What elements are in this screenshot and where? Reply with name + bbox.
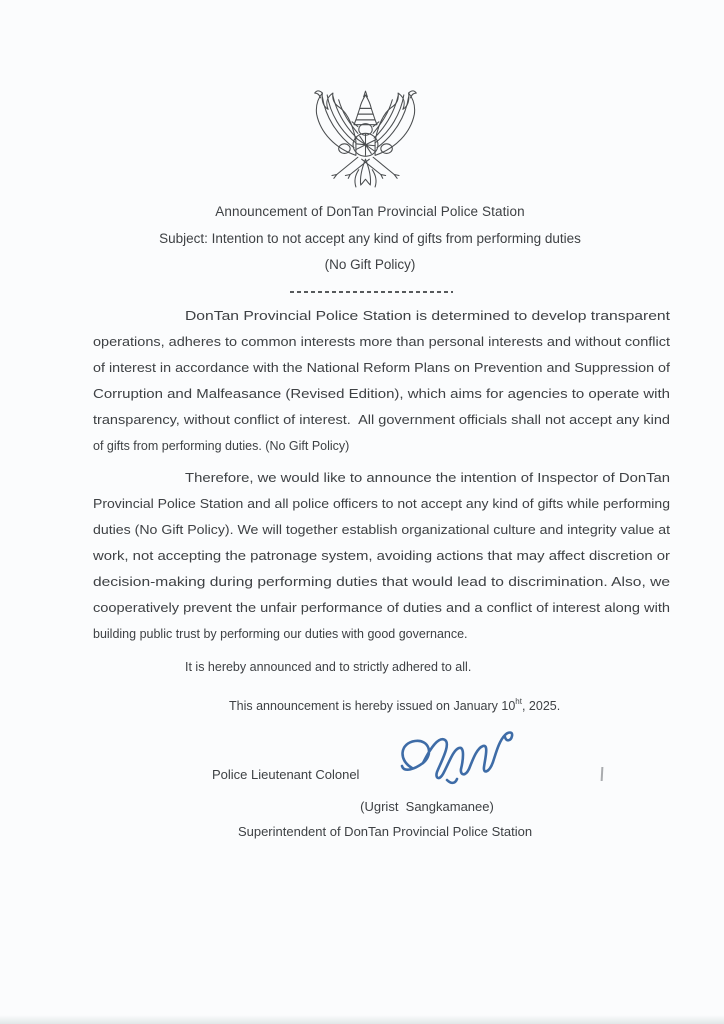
signer-name: (Ugrist Sangkamanee) bbox=[360, 799, 494, 814]
body-text-line: operations, adheres to common interests more than personal interests and without conflict bbox=[93, 335, 670, 349]
body-text-line: of interest in accordance with the National Reform Plans on Prevention and Suppression of bbox=[93, 361, 670, 375]
dashed-separator bbox=[290, 291, 453, 293]
issued-date-prefix: This announcement is hereby issued on January 10 bbox=[229, 699, 516, 714]
body-text-line: DonTan Provincial Police Station is determined to develop transparent bbox=[185, 309, 670, 323]
body-text-line: cooperatively prevent the unfair performance of duties and a conflict of interest along with bbox=[93, 601, 670, 615]
signature-ink-icon bbox=[380, 726, 525, 801]
closing-statement: It is hereby announced and to strictly adhered to all. bbox=[185, 660, 472, 674]
body-paragraph-2 bbox=[93, 465, 670, 647]
body-text-line: Therefore, we would like to announce the intention of Inspector of DonTan bbox=[185, 471, 670, 485]
signer-rank: Police Lieutenant Colonel bbox=[212, 767, 360, 782]
issued-date-suffix: , 2025. bbox=[521, 699, 561, 714]
document-subtitle: (No Gift Policy) bbox=[324, 257, 416, 272]
issued-date-line bbox=[229, 693, 560, 716]
issued-date-superscript: ht bbox=[515, 697, 522, 706]
scan-artifact-mark bbox=[601, 767, 604, 781]
body-text-line: Corruption and Malfeasance (Revised Edition), which aims for agencies to operate with bbox=[93, 387, 670, 401]
body-text-line: Provincial Police Station and all police officers to not accept any kind of gifts while performing bbox=[93, 497, 670, 511]
body-text-line: duties (No Gift Policy). We will together establish organizational culture and integrity value at bbox=[93, 523, 670, 537]
body-text-line: transparency, without conflict of interest. All government officials shall not accept any kind bbox=[93, 413, 670, 427]
body-text-line: work, not accepting the patronage system, avoiding actions that may affect discretion or bbox=[93, 549, 670, 563]
garuda-emblem-icon bbox=[308, 86, 423, 194]
body-text-line: building public trust by performing our duties with good governance. bbox=[93, 627, 468, 641]
body-text-line: decision-making during performing duties that would lead to discrimination. Also, we bbox=[93, 575, 670, 589]
document-subject: Subject: Intention to not accept any kind of gifts from performing duties bbox=[159, 231, 581, 246]
document-title: Announcement of DonTan Provincial Police Station bbox=[215, 204, 525, 219]
body-paragraph-1 bbox=[93, 303, 670, 459]
body-text-line: of gifts from performing duties. (No Gift Policy) bbox=[93, 439, 350, 453]
signer-position: Superintendent of DonTan Provincial Police Station bbox=[237, 824, 533, 839]
